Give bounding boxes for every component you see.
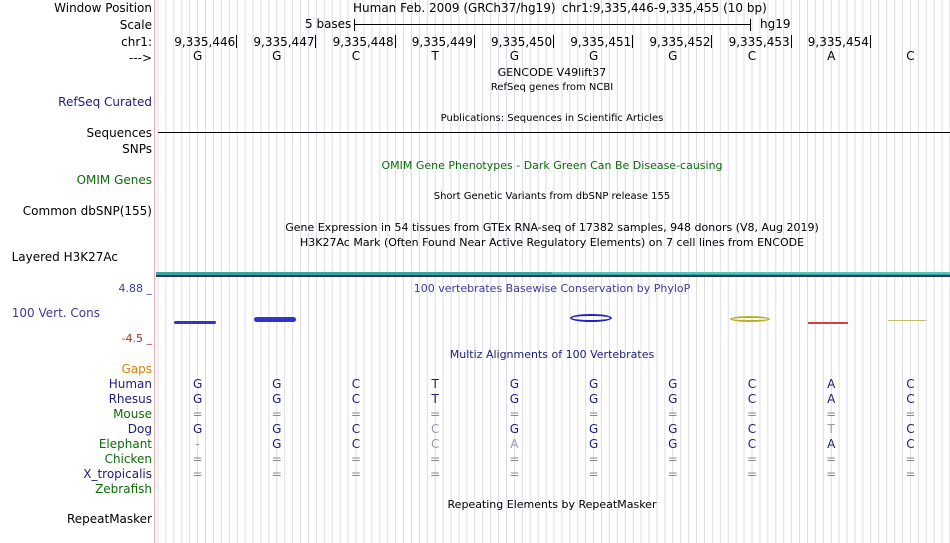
sequences-label[interactable]: Sequences: [86, 126, 152, 140]
snps-label[interactable]: SNPs: [122, 142, 152, 156]
alignment-base: =: [667, 407, 678, 421]
assembly-title: Human Feb. 2009 (GRCh37/hg19): [353, 1, 556, 15]
alignment-base: =: [271, 467, 282, 481]
alignment-base: =: [350, 407, 362, 421]
species-label[interactable]: Chicken: [104, 452, 152, 466]
alignment-base: -: [195, 437, 200, 451]
reference-base: G: [192, 49, 203, 63]
alignment-base: A: [827, 437, 836, 451]
alignment-base: A: [827, 377, 836, 391]
reference-base: A: [827, 49, 836, 63]
alignment-base: G: [668, 422, 678, 436]
alignment-base: =: [826, 467, 837, 481]
alignment-base: A: [510, 437, 519, 451]
alignment-base: C: [351, 377, 361, 391]
ruler-position: 9,335,449: [411, 35, 473, 49]
alignment-base: C: [906, 422, 915, 436]
alignment-base: G: [668, 377, 678, 391]
alignment-base: G: [588, 377, 599, 391]
publications-title: Publications: Sequences in Scientific Articles: [440, 113, 664, 124]
cons-glyph-6: [570, 314, 612, 322]
alignment-base: =: [905, 467, 916, 481]
alignment-base: =: [192, 467, 203, 481]
cons-min-label: -4.5 _: [121, 332, 152, 345]
window-position-label: Window Position: [54, 1, 152, 15]
vert-cons-label[interactable]: 100 Vert. Cons: [11, 306, 100, 320]
alignment-base: T: [827, 422, 835, 436]
ruler-tick: [315, 35, 316, 48]
alignment-base: G: [509, 392, 520, 406]
species-label[interactable]: Human: [108, 377, 152, 391]
alignment-base: C: [747, 392, 757, 406]
ruler-tick: [474, 35, 475, 48]
alignment-base: =: [350, 452, 362, 466]
reference-base: G: [588, 49, 599, 63]
db-label: hg19: [760, 17, 791, 31]
alignment-base: C: [430, 422, 440, 436]
alignment-base: C: [351, 422, 361, 436]
ruler-tick: [553, 35, 554, 48]
alignment-base: G: [588, 437, 599, 451]
reference-base: C: [351, 49, 361, 63]
gencode-title: GENCODE V49lift37: [497, 66, 607, 79]
alignment-base: G: [588, 392, 599, 406]
alignment-base: =: [430, 452, 441, 466]
alignment-base: =: [746, 452, 758, 466]
ruler-tick: [870, 35, 871, 48]
species-label[interactable]: Zebrafish: [95, 482, 152, 496]
h3k27ac-signal-dark: [156, 275, 950, 277]
species-label[interactable]: X_tropicalis: [83, 467, 152, 481]
ruler-position: 9,335,452: [649, 35, 711, 49]
alignment-base: =: [826, 407, 837, 421]
ruler-position: 9,335,454: [807, 35, 869, 49]
ruler-tick: [236, 35, 237, 48]
alignment-base: G: [272, 422, 282, 436]
gaps-label[interactable]: Gaps: [121, 362, 152, 376]
reference-base: C: [747, 49, 757, 63]
alignment-base: C: [906, 392, 915, 406]
alignment-base: =: [430, 467, 441, 481]
phylop-title: 100 vertebrates Basewise Conservation by PhyloP: [413, 282, 691, 295]
ruler-tick: [791, 35, 792, 48]
alignment-base: =: [350, 467, 362, 481]
position-title: chr1:9,335,446-9,335,455 (10 bp): [562, 1, 767, 15]
alignment-base: =: [271, 407, 282, 421]
alignment-base: C: [351, 392, 361, 406]
alignment-base: G: [272, 392, 282, 406]
label-separator: [154, 0, 155, 543]
reference-base: T: [431, 49, 439, 63]
scale-text: 5 bases: [305, 17, 352, 31]
reference-base: G: [272, 49, 282, 63]
scale-bar-left-tick: [354, 19, 355, 31]
ruler-position: 9,335,446: [174, 35, 236, 49]
alignment-base: G: [192, 422, 203, 436]
repeatmasker-label[interactable]: RepeatMasker: [66, 512, 152, 526]
alignment-base: G: [509, 422, 520, 436]
alignment-base: C: [747, 437, 757, 451]
repeatmasker-title: Repeating Elements by RepeatMasker: [447, 498, 657, 511]
alignment-base: G: [509, 377, 520, 391]
scale-label: Scale: [119, 18, 152, 32]
sequences-line: [158, 132, 950, 133]
multiz-title: Multiz Alignments of 100 Vertebrates: [449, 348, 655, 361]
cons-glyph-9: [808, 322, 848, 324]
dbsnp-title: Short Genetic Variants from dbSNP release 155: [433, 191, 671, 202]
alignment-base: C: [430, 437, 440, 451]
gtex-title: Gene Expression in 54 tissues from GTEx RNA-seq of 17382 samples, 948 donors (V8, Aug 2019): [285, 221, 819, 234]
alignment-base: =: [826, 452, 837, 466]
alignment-base: C: [906, 377, 915, 391]
alignment-base: =: [192, 407, 203, 421]
reference-base: G: [509, 49, 520, 63]
refseq-label[interactable]: RefSeq Curated: [58, 95, 152, 109]
species-label[interactable]: Elephant: [98, 437, 152, 451]
alignment-base: C: [747, 422, 757, 436]
common-dbsnp-label[interactable]: Common dbSNP(155): [22, 204, 152, 218]
chrom-label: chr1:: [121, 35, 152, 49]
cons-max-label: 4.88 _: [118, 282, 152, 295]
ruler-position: 9,335,447: [253, 35, 315, 49]
alignment-base: =: [746, 407, 758, 421]
ruler-tick: [395, 35, 396, 48]
alignment-base: G: [272, 437, 282, 451]
alignment-base: =: [509, 452, 520, 466]
alignment-base: =: [430, 407, 441, 421]
alignment-base: G: [668, 437, 678, 451]
alignment-base: G: [192, 377, 203, 391]
cons-glyph-10: [888, 320, 926, 321]
alignment-base: =: [588, 467, 599, 481]
alignment-base: =: [905, 407, 916, 421]
alignment-base: T: [431, 377, 439, 391]
alignment-base: =: [192, 452, 203, 466]
alignment-base: =: [271, 452, 282, 466]
species-label[interactable]: Mouse: [113, 407, 152, 421]
reference-base: G: [668, 49, 678, 63]
ruler-position: 9,335,448: [332, 35, 394, 49]
alignment-base: =: [746, 467, 758, 481]
alignment-base: A: [827, 392, 836, 406]
species-label[interactable]: Rhesus: [108, 392, 152, 406]
h3k27ac-signal-peak: [552, 272, 950, 274]
ruler-tick: [711, 35, 712, 48]
alignment-base: T: [431, 392, 439, 406]
alignment-base: C: [747, 377, 757, 391]
alignment-base: G: [272, 377, 282, 391]
ruler-position: 9,335,451: [570, 35, 632, 49]
ruler-tick: [632, 35, 633, 48]
alignment-base: C: [351, 437, 361, 451]
alignment-base: =: [667, 467, 678, 481]
alignment-base: C: [906, 437, 915, 451]
alignment-base: G: [192, 392, 203, 406]
layered-h3k27ac-label[interactable]: Layered H3K27Ac: [11, 250, 118, 264]
alignment-base: G: [588, 422, 599, 436]
alignment-base: =: [588, 452, 599, 466]
ruler-position: 9,335,450: [491, 35, 553, 49]
h3k27ac-title: H3K27Ac Mark (Often Found Near Active Regulatory Elements) on 7 cell lines from ENCODE: [299, 236, 805, 249]
alignment-base: G: [668, 392, 678, 406]
cons-glyph-1: [174, 321, 216, 324]
omim-label[interactable]: OMIM Genes: [76, 173, 152, 187]
refseq-title: RefSeq genes from NCBI: [490, 82, 614, 93]
alignment-base: =: [667, 452, 678, 466]
ruler-position: 9,335,453: [728, 35, 790, 49]
scale-bar: [354, 24, 750, 25]
species-label[interactable]: Dog: [127, 422, 152, 436]
alignment-base: =: [509, 467, 520, 481]
alignment-base: =: [588, 407, 599, 421]
alignment-base: =: [509, 407, 520, 421]
alignment-base: =: [905, 452, 916, 466]
strand-label: --->: [128, 51, 152, 65]
reference-base: C: [906, 49, 915, 63]
cons-glyph-8: [730, 316, 770, 322]
cons-glyph-2: [254, 317, 296, 322]
omim-title: OMIM Gene Phenotypes - Dark Green Can Be Disease-causing: [381, 159, 723, 172]
scale-bar-right-tick: [750, 19, 751, 31]
